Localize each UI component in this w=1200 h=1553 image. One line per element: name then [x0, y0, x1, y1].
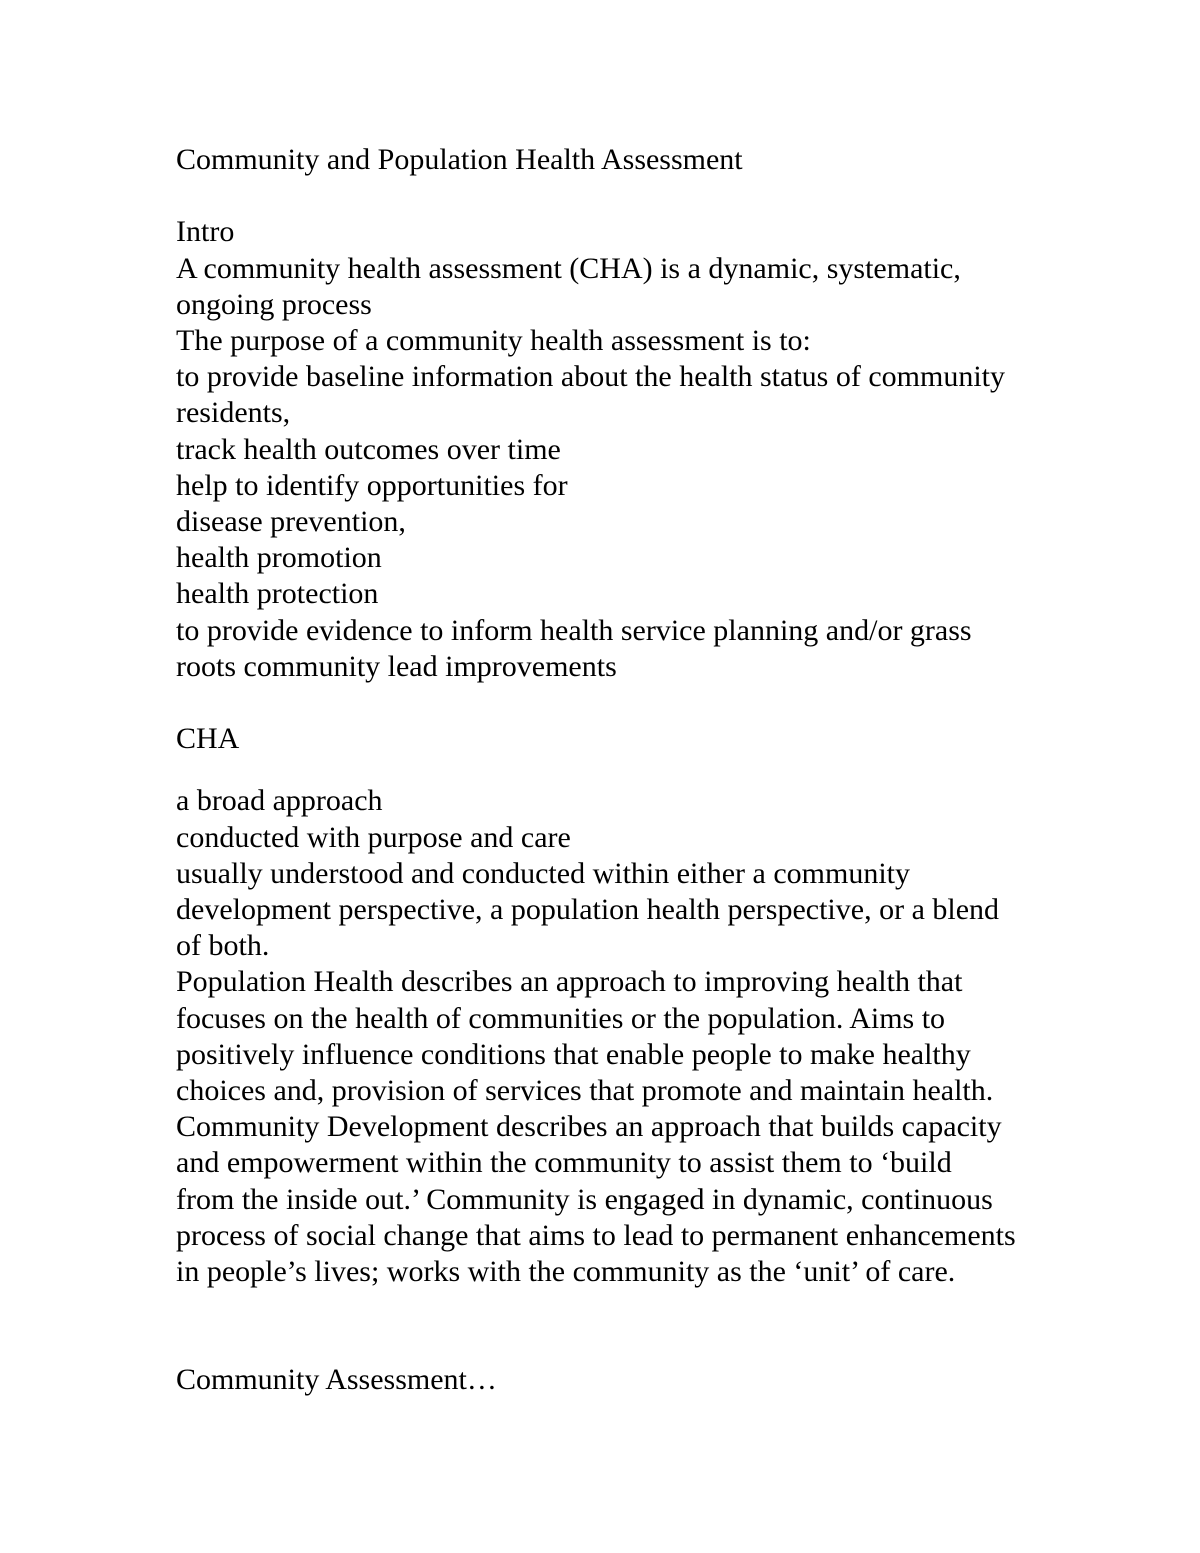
spacer [176, 757, 1076, 783]
intro-line: health promotion [176, 541, 382, 575]
cha-line: positively influence conditions that enable people to make healthy [176, 1037, 971, 1071]
cha-line: Community Development describes an approach that builds capacity [176, 1110, 1002, 1144]
cha-line: process of social change that aims to lead to permanent enhancements [176, 1218, 1016, 1252]
cha-line: choices and, provision of services that promote and maintain health. [176, 1074, 994, 1108]
intro-line: health protection [176, 577, 379, 611]
intro-line: A community health assessment (CHA) is a dynamic, systematic, [176, 251, 961, 285]
document-body [176, 142, 1076, 1398]
intro-line: to provide evidence to inform health service planning and/or grass [176, 613, 972, 647]
intro-line: help to identify opportunities for [176, 468, 568, 502]
community-assessment-heading: Community Assessment… [176, 1363, 497, 1397]
intro-line: The purpose of a community health assessment is to: [176, 324, 811, 357]
intro-line: ongoing process [176, 287, 372, 321]
intro-line: track health outcomes over time [176, 432, 561, 466]
cha-line: a broad approach [176, 784, 383, 818]
intro-heading: Intro [176, 215, 235, 249]
cha-line: from the inside out.’ Community is engaged in dynamic, continuous [176, 1182, 993, 1216]
document-title: Community and Population Health Assessment [176, 143, 743, 176]
cha-line: development perspective, a population health perspective, or a blend [176, 893, 1000, 927]
cha-line: in people’s lives; works with the community as the ‘unit’ of care. [176, 1255, 956, 1289]
spacer [176, 685, 1076, 721]
cha-line: of both. [176, 929, 270, 963]
cha-line: Population Health describes an approach to improving health that [176, 965, 963, 999]
cha-line: usually understood and conducted within either a community [176, 856, 911, 890]
intro-line: to provide baseline information about the health status of community [176, 360, 1005, 394]
intro-line: residents, [176, 396, 291, 430]
cha-heading: CHA [176, 722, 240, 756]
intro-line: disease prevention, [176, 505, 406, 539]
cha-line: and empowerment within the community to assist them to ‘build [176, 1146, 952, 1180]
spacer [176, 178, 1076, 214]
cha-line: conducted with purpose and care [176, 820, 571, 854]
spacer [176, 1290, 1076, 1362]
intro-line: roots community lead improvements [176, 649, 617, 683]
cha-line: focuses on the health of communities or the population. Aims to [176, 1001, 946, 1035]
